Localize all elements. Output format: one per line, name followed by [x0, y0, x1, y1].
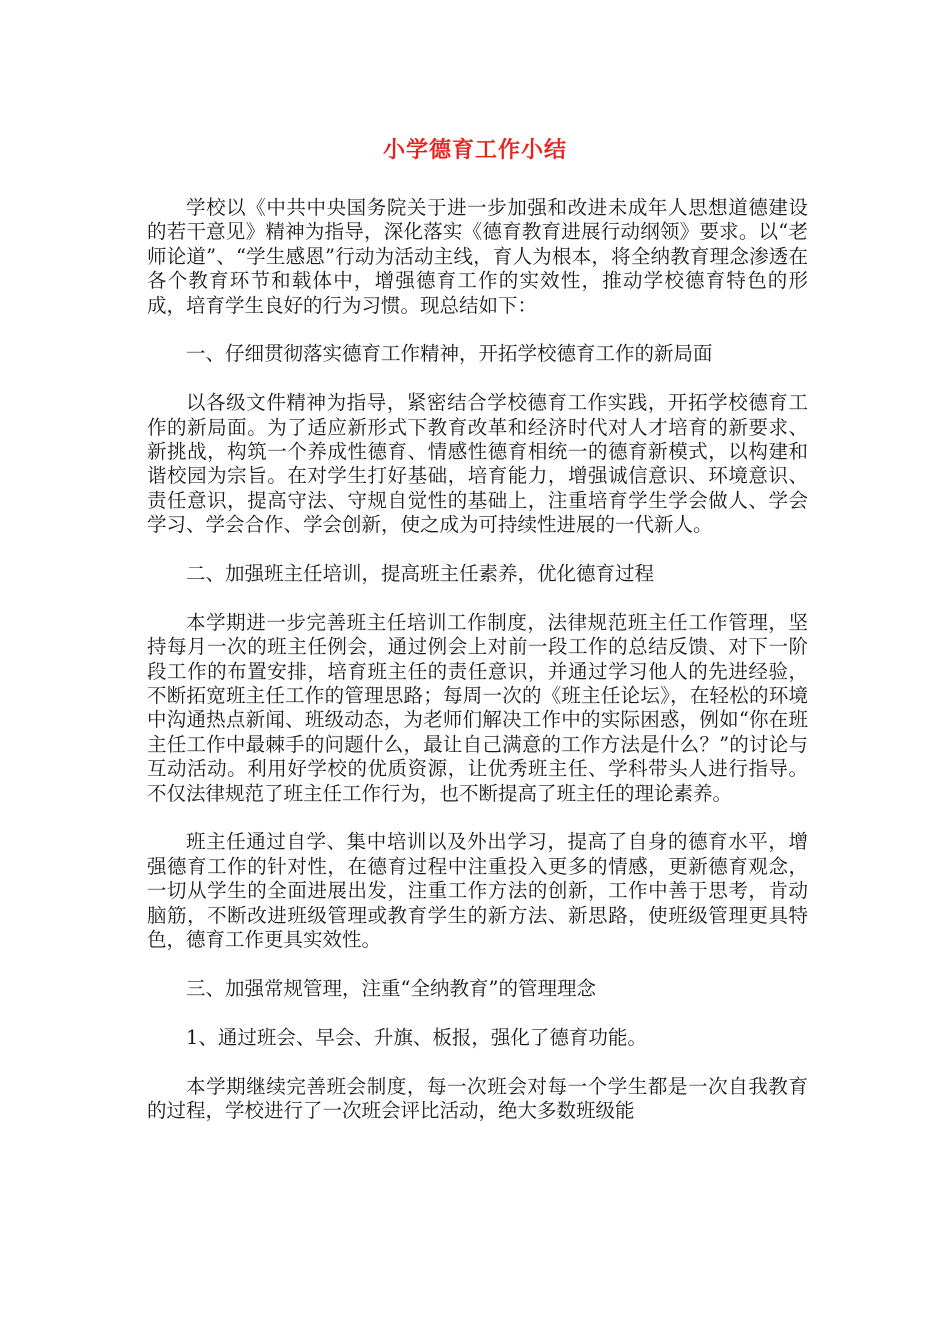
document-title: 小学德育工作小结	[382, 138, 567, 163]
paragraph-section-1: 以各级文件精神为指导，紧密结合学校德育工作实践，开拓学校德育工作的新局面。为了适应新形式下教育改革和经济时代对人才培育的新要求、新挑战，构筑一个养成性德育、情感性德育相统一的德育新模式，以构建和谐校园为宗旨。在对学生打好基础，培育能力，增强诚信意识、环境意识、责任意识，提高守法、守规自觉性的基础上，注重培育学生学会做人、学会学习、学会合作、学会创新，使之成为可持续性进展的一代新人。	[147, 391, 808, 537]
subsection-heading-3-1: 1、通过班会、早会、升旗、板报，强化了德育功能。	[186, 1025, 647, 1049]
section-heading-3: 三、加强常规管理，注重“全纳教育”的管理理念	[186, 976, 596, 1000]
document-body	[147, 196, 808, 1148]
section-heading-1: 一、仔细贯彻落实德育工作精神，开拓学校德育工作的新局面	[186, 342, 713, 366]
paragraph-section-2-b: 班主任通过自学、集中培训以及外出学习，提高了自身的德育水平，增强德育工作的针对性，在德育过程中注重投入更多的情感，更新德育观念，一切从学生的全面进展出发，注重工作方法的创新，工作中善于思考，肯动脑筋，不断改进班级管理或教育学生的新方法、新思路，使班级管理更具特色，德育工作更具实效性。	[147, 830, 808, 952]
paragraph-intro: 学校以《中共中央国务院关于进一步加强和改进未成年人思想道德建设的若干意见》精神为指导，深化落实《德育教育进展行动纲领》要求。以“老师论道”、“学生感恩”行动为活动主线，育人为根本，将全纳教育理念渗透在各个教育环节和载体中，增强德育工作的实效性，推动学校德育特色的形成，培育学生良好的行为习惯。现总结如下：	[147, 196, 808, 317]
section-heading-2: 二、加强班主任培训，提高班主任素养，优化德育过程	[186, 562, 655, 586]
paragraph-section-3-1: 本学期继续完善班会制度，每一次班会对每一个学生都是一次自我教育的过程，学校进行了一次班会评比活动，绝大多数班级能	[147, 1074, 808, 1122]
paragraph-section-2-a: 本学期进一步完善班主任培训工作制度，法律规范班主任工作管理，坚持每月一次的班主任例会，通过例会上对前一段工作的总结反馈、对下一阶段工作的布置安排，培育班主任的责任意识，并通过学习他人的先进经验，不断拓宽班主任工作的管理思路；每周一次的《班主任论坛》，在轻松的环境中沟通热点新闻、班级动态，为老师们解决工作中的实际困惑，例如“你在班主任工作中最棘手的问题什么，最让自己满意的工作方法是什么？”的讨论与互动活动。利用好学校的优质资源，让优秀班主任、学科带头人进行指导。不仅法律规范了班主任工作行为，也不断提高了班主任的理论素养。	[147, 610, 808, 805]
